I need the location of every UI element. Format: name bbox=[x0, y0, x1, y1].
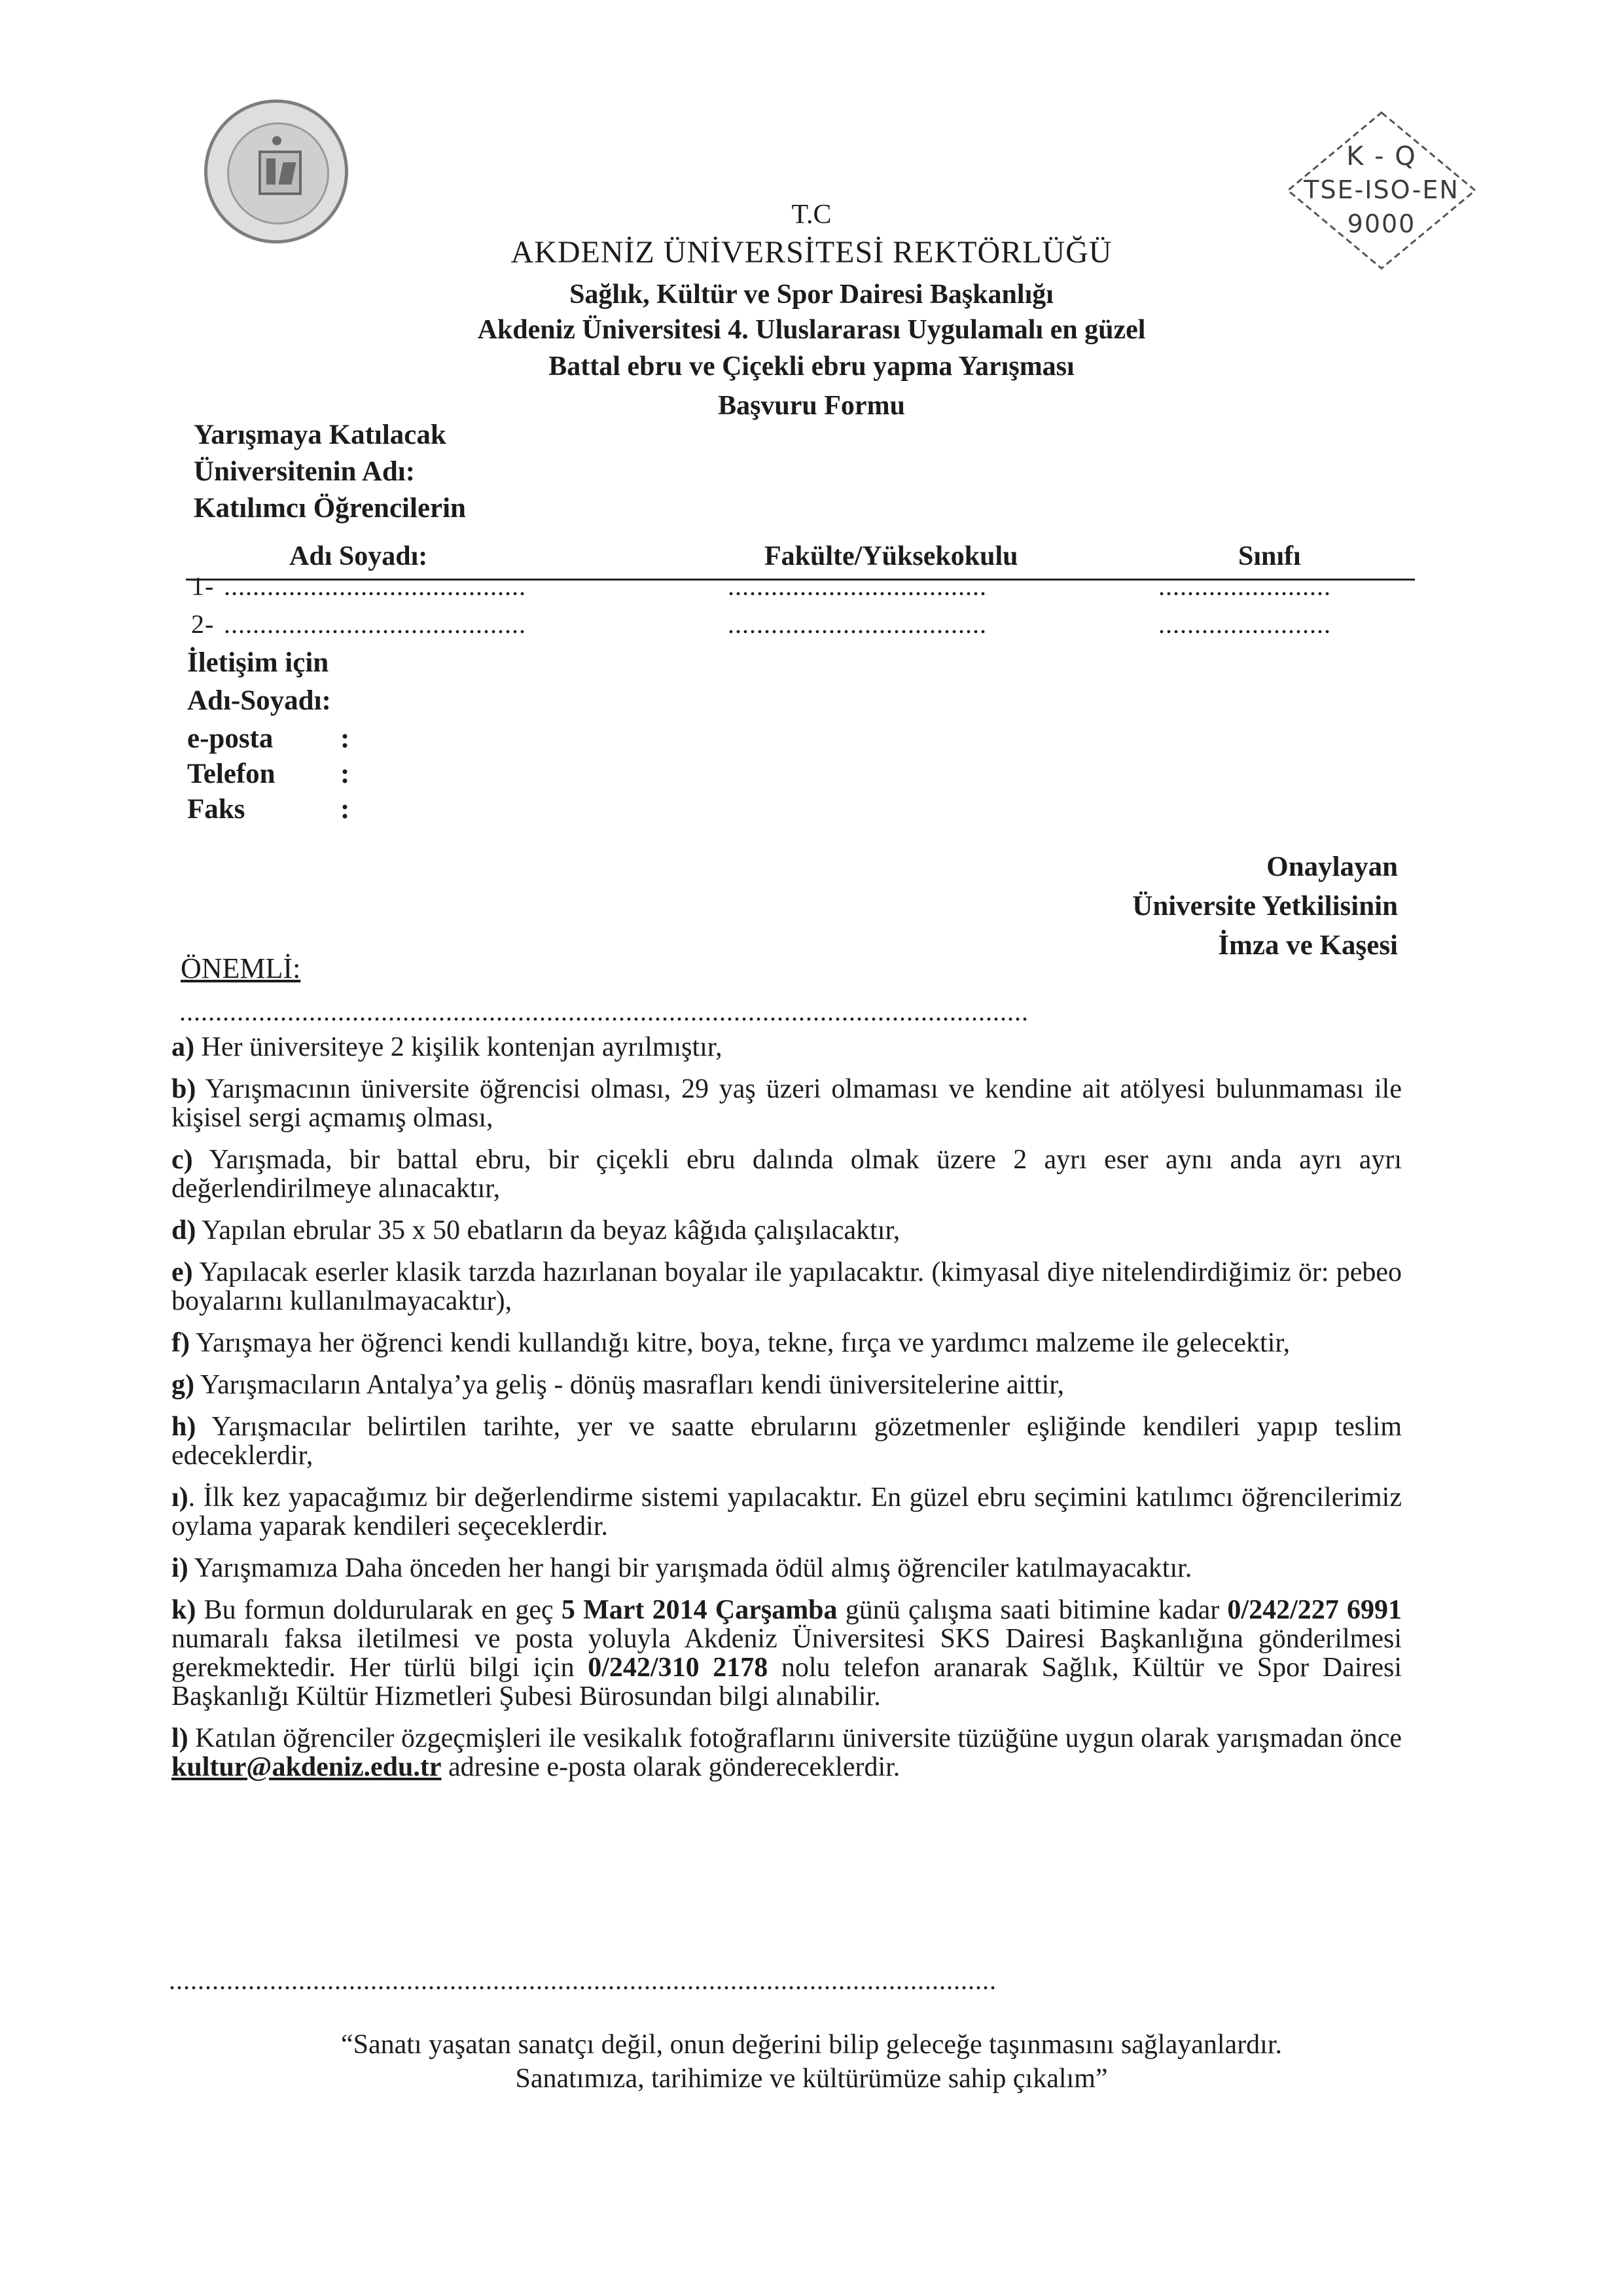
rule-item-e: e) Yapılacak eserler klasik tarzda hazırlanan boyalar ile yapılacaktır. (kimyasal diye nitelendirdiğimiz ör: pebeo boyalarını kullanılmayacaktır), bbox=[171, 1257, 1402, 1316]
header-title-line1: Akdeniz Üniversitesi 4. Uluslararası Uygulamalı en güzel bbox=[477, 315, 1146, 345]
university-label-line2: Üniversitenin Adı: bbox=[194, 456, 416, 487]
important-heading: ÖNEMLİ: bbox=[181, 952, 301, 984]
rule-item-b: b) Yarışmacının üniversite öğrencisi olması, 29 yaş üzeri olmaması ve kendine ait atölyesi bulunmaması ile kişisel sergi açmamış olması, bbox=[171, 1074, 1402, 1133]
approval-line1: Onaylayan bbox=[1266, 852, 1398, 882]
header-country: T.C bbox=[791, 200, 832, 230]
university-seal-logo bbox=[204, 99, 348, 243]
column-class: Sınıfı bbox=[1238, 541, 1301, 571]
fax-number: 0/242/227 6991 bbox=[1227, 1595, 1402, 1625]
rule-item-i-dotless: ı). İlk kez yapacağımız bir değerlendirme sistemi yapılacaktır. En güzel ebru seçimini katılımcı öğrencilerimiz oylama yaparak kendileri seçeceklerdir. bbox=[171, 1482, 1402, 1541]
rule-item-d: d) Yapılan ebrular 35 x 50 ebatların da beyaz kâğıda çalışılacaktır, bbox=[171, 1215, 901, 1246]
contact-email-label: e-posta bbox=[187, 723, 274, 754]
stamp-line3: 9000 bbox=[1347, 209, 1416, 238]
contact-phone-colon: : bbox=[340, 759, 350, 789]
important-separator-top: ...................................................................................................................... bbox=[179, 997, 1029, 1026]
stamp-line2: TSE-ISO-EN bbox=[1304, 175, 1459, 204]
deadline-date: 5 Mart 2014 Çarşamba bbox=[561, 1595, 838, 1625]
approval-line2: Üniversite Yetkilisinin bbox=[1132, 891, 1398, 922]
students-label: Katılımcı Öğrencilerin bbox=[194, 493, 466, 524]
rule-item-k: k) Bu formun doldurularak en geç 5 Mart 2014 Çarşamba günü çalışma saati bitimine kadar 0/242/227 6991 numaralı faksa iletilmesi ve posta yoluyla Akdeniz Üniversitesi SKS Dairesi Başkanlığına gönderilmesi gerekmektedir. Her türlü bilgi için 0/242/310 2178 nolu telefon aranarak Sağlık, Kültür ve Spor Dairesi Başkanlığı Kültür Hizmetleri Şubesi Bürosundan bilgi alınabilir. bbox=[171, 1595, 1402, 1712]
column-faculty: Fakülte/Yüksekokulu bbox=[764, 541, 1018, 571]
rule-item-a: a) Her üniversiteye 2 kişilik kontenjan ayrılmıştır, bbox=[171, 1032, 722, 1062]
rule-item-c: c) Yarışmada, bir battal ebru, bir çiçekli ebru dalında olmak üzere 2 ayrı eser aynı anda ayrı ayrı değerlendirilmeye alınacaktır, bbox=[171, 1145, 1402, 1204]
rules-list bbox=[171, 1033, 1402, 1795]
student-row-2-name-field[interactable]: .......................................... bbox=[224, 609, 526, 639]
student-row-2-class-field[interactable]: ........................ bbox=[1158, 609, 1331, 639]
rule-item-g: g) Yarışmacıların Antalya’ya geliş - dönüş masrafları kendi üniversitelerine aittir, bbox=[171, 1370, 1065, 1400]
important-separator-bottom: ................................................................................................................... bbox=[169, 1965, 997, 1995]
phone-number: 0/242/310 2178 bbox=[588, 1653, 768, 1683]
contact-fax-colon: : bbox=[340, 794, 350, 825]
contact-heading: İletişim için bbox=[187, 647, 329, 678]
tse-iso-certification-stamp bbox=[1285, 110, 1478, 271]
column-name: Adı Soyadı: bbox=[289, 541, 428, 571]
contact-name-label: Adı-Soyadı: bbox=[187, 685, 331, 716]
seal-emblem bbox=[227, 122, 329, 224]
contact-email-colon: : bbox=[340, 723, 350, 754]
contact-phone-label: Telefon bbox=[187, 759, 276, 789]
contact-email-link[interactable]: kultur@akdeniz.edu.tr bbox=[171, 1752, 442, 1782]
closing-quote-line2: Sanatımıza, tarihimize ve kültürümüze sahip çıkalım” bbox=[515, 2064, 1108, 2094]
student-row-2-faculty-field[interactable]: .................................... bbox=[728, 609, 987, 639]
approval-line3: İmza ve Kaşesi bbox=[1218, 930, 1398, 961]
header-university: AKDENİZ ÜNİVERSİTESİ REKTÖRLÜĞÜ bbox=[510, 235, 1113, 270]
university-label-line1: Yarışmaya Katılacak bbox=[194, 420, 446, 450]
rule-item-f: f) Yarışmaya her öğrenci kendi kullandığı kitre, boya, tekne, fırça ve yardımcı malzeme ile gelecektir, bbox=[171, 1328, 1291, 1358]
rule-item-l: l) Katılan öğrenciler özgeçmişleri ile vesikalık fotoğraflarını üniversite tüzüğüne uygun olarak yarışmadan önce kultur@akdeniz.edu.tr adresine e-posta olarak göndereceklerdir. bbox=[171, 1723, 1402, 1782]
header-department: Sağlık, Kültür ve Spor Dairesi Başkanlığı bbox=[569, 279, 1054, 310]
header-title-line2: Battal ebru ve Çiçekli ebru yapma Yarışması bbox=[548, 351, 1075, 382]
rule-item-h: h) Yarışmacılar belirtilen tarihte, yer ve saatte ebrularını gözetmenler eşliğinde kendileri yapıp teslim edeceklerdir, bbox=[171, 1412, 1402, 1471]
student-row-1-class-field[interactable]: ........................ bbox=[1158, 571, 1331, 601]
stamp-line1: K - Q bbox=[1346, 141, 1417, 171]
student-row-2-number: 2- bbox=[191, 609, 215, 639]
closing-quote-line1: “Sanatı yaşatan sanatçı değil, onun değerini bilip geleceğe taşınmasını sağlayanlardır. bbox=[340, 2030, 1283, 2060]
student-row-1-name-field[interactable]: .......................................... bbox=[224, 571, 526, 601]
contact-fax-label: Faks bbox=[187, 794, 245, 825]
student-row-1-faculty-field[interactable]: .................................... bbox=[728, 571, 987, 601]
header-form-name: Başvuru Formu bbox=[718, 391, 905, 421]
rule-item-i: i) Yarışmamıza Daha önceden her hangi bir yarışmada ödül almış öğrenciler katılmayacaktır. bbox=[171, 1553, 1192, 1583]
student-row-1-number: 1- bbox=[191, 571, 215, 601]
